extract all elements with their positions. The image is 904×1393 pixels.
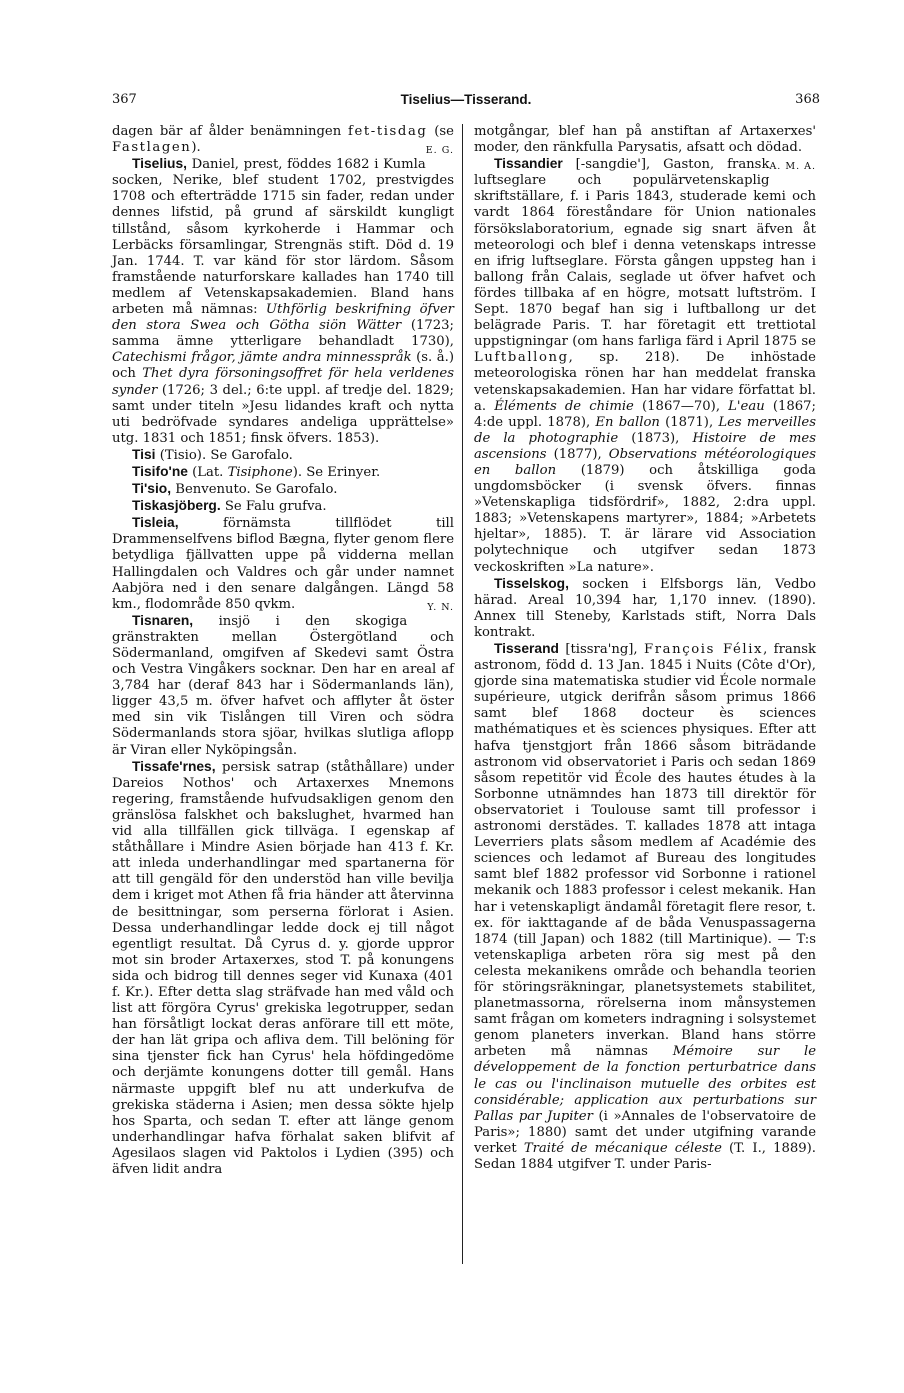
headword: Ti'sio, — [132, 481, 172, 497]
entry-tiselius: Tiselius, Daniel, prest, föddes 1682 i Kumla socken, Nerike, blef student 1702, prestvigdes 1708 och efterträdde 1715 sin fader, redan under dennes lifstid, på grund af särskildt kungligt tillstånd, såsom kyrkoherde i Hammar och Lerbäcks församlingar, Strengnäs stift. Död d. 19 Jan. 1744. T. var känd för stor lärdom. Såsom framstående naturforskare kallades han 1740 till medlem af Vetenskapsakademien. Bland hans arbeten må nämnas: Uthförlig beskrifning öfver den stora Swea och Götha siön Wätter (1723; samma ämne ytterligare behandladt 1730), Catechismi frågor, jämte andra minnesspråk (s. å.) och Thet dyra försoningsoffret för hela verldenes synder (1726; 3 del.; 6:te uppl. af tredje del. 1829; samt under titeln »Jesu lidandes kraft och nytta uti bedröfvade syndares andeliga upprättelse» utg. 1831 och 1851; finsk öfvers. 1853). — [112, 156, 454, 446]
author-signature: E. G. — [425, 145, 454, 157]
left-column — [112, 124, 454, 1178]
headword: Tisnaren, — [132, 612, 194, 628]
entry-tisifone: Tisifo'ne (Lat. Tisiphone). Se Erinyer. — [132, 463, 381, 480]
headword: Tiselius, — [132, 156, 187, 172]
running-title: Tiselius—Tisserand. — [400, 92, 532, 107]
entry-tisnaren: Tisnaren, insjö i den skogiga gränstrakten mellan Östergötland och Södermanland, omgifven af Skedevi samt Östra och Vestra Vingåkers socknar. Den har en areal af 3,784 har (deraf 843 har i Södermanlands län), ligger 43,5 m. öfver hafvet och afflyter åt öster med sin vik Tislången till Viren och södra Södermanlands stora sjöar, hvilkas slutliga aflopp är Viran eller Nyköpingsån. — [112, 612, 454, 758]
headword: Tissandier — [494, 156, 563, 172]
headword: Tisserand — [494, 641, 559, 656]
entry-tissafernes: Tissafe'rnes, persisk satrap (ståthållare) under Dareios Nothos' och Artaxerxes Mnemons regering, framstående hufvudsakligen genom den gränslösa falskhet och bakslughet, hvarmed han vid alla tillfällen gick tillväga. I egenskap af ståthållare i Mindre Asien började han 413 f. Kr. att inleda underhandlingar med spartanerna för att till gengäld för den understöd han ville bevilja dem i kriget mot Athen få fria händer att återvinna de besittningar, som perserna förlorat i Asien. Dessa underhandlingar ledde dock ej till något egentligt resultat. Då Cyrus d. y. gjorde uppror mot sin broder Artaxerxes, stod T. på konungens sida och bidrog till dennes seger vid Kunaxa (401 f. Kr.). Efter detta slag sträfvade han med våld och list att förgöra Cyrus' grekiska legotrupper, sedan han försåtligt lockat deras anförare till ett möte, der han lät gripa och afliva dem. Till belöning för sina tjenster fick han Cyrus' hela höfdingedöme och derjämte konungens dotter till gemål. Hans närmaste uppgift blef nu att underkufva de grekiska städerna i Asien; men dessa sökte hjelp hos Sparta, och sedan T. efter att länge genom underhandlingar hafva förhalat saken blifvit af Agesilaos slagen vid Paktolos i Lydien (395) och äfven lidit andra — [112, 758, 454, 1177]
headword: Tisleia, — [132, 515, 179, 531]
entry-fastlagen-continuation: dagen bär af ålder benämningen fet-tisdag (se Fastlagen). E. G. — [112, 124, 454, 156]
entry-tisselskog: Tisselskog, socken i Elfsborgs län, Vedbo härad. Areal 10,394 har, 1,170 innev. (1890). Annex till Steneby, Karlstads stift, Norra Dals kontrakt. — [474, 575, 816, 640]
right-column — [474, 124, 816, 1173]
author-signature: Y. N. — [427, 601, 454, 613]
headword: Tisifo'ne — [132, 463, 188, 479]
headword: Tisselskog, — [494, 575, 569, 591]
author-signature: A. M. A. — [769, 161, 816, 173]
headword: Tisi — [132, 446, 156, 462]
entry-tissandier: Tissandier [-sangdie'], Gaston, fransk luftseglare och populärvetenskaplig skriftställare, f. i Paris 1843, studerade kemi och vardt 1864 föreståndare för Union nationales försökslaboratorium, egnade sig snart äfven åt meteorologi och blef i denna vetenskaps intresse en ifrig luftseglare. Första gången uppsteg han i ballong från Calais, seglade ut öfver hafvet och fördes tillbaka af en högre, motsatt luftström. I Sept. 1870 begaf han sig i luftballong ur det belägrade Paris. T. har företagit ett trettiotal uppstigningar (om hans farliga färd i April 1875 se Luftballong, sp. 218). De inhöstade meteorologiska rönen har han meddelat franska vetenskapsakademien. Han har vidare författat bl. a. Éléments de chimie (1867—70), L'eau (1867; 4:de uppl. 1878), En ballon (1871), Les merveilles de la photographie (1873), Histoire de mes ascensions (1877), Observations météorologiques en ballon (1879) och åtskilliga goda ungdomsböcker (i svensk öfvers. finnas »Vetenskapliga tidsfördrif», 1882, 2:dra uppl. 1883; »Vetenskapens martyrer», 1884; »Arbetets hjeltar», 1885). T. är lärare vid Association polytechnique och utgifver sedan 1873 veckoskriften »La nature». — [474, 156, 817, 575]
entry-tisleia: Tisleia, förnämsta tillflödet till Drammenselfvens biflod Bægna, flyter genom flere betydliga fjällvatten uppe på vidderna mellan Hallingdalen och Valdres och går under namnet Aabjöra ned i den senare dalgången. Längd 58 km., flodområde 850 qvkm. Y. N. — [112, 515, 454, 613]
entry-tisi: Tisi (Tisio). Se Garofalo. — [132, 446, 293, 463]
page-header — [112, 92, 820, 112]
entry-tiskasjoberg: Tiskasjöberg. Se Falu grufva. — [132, 498, 327, 515]
column-divider — [462, 124, 463, 1264]
entry-tisio: Ti'sio, Benvenuto. Se Garofalo. — [132, 481, 338, 498]
page-number-left: 367 — [112, 92, 137, 107]
page-number-right: 368 — [795, 92, 820, 107]
entry-tisserand: Tisserand [tissra'ng], François Félix, fransk astronom, född d. 13 Jan. 1845 i Nuits (Côte d'Or), gjorde sina matematiska studier vid École normale supérieure, utgick derifrån såsom primus 1866 samt blef 1868 docteur ès sciences mathématiques et ès sciences physiques. Efter att hafva tjenstgjort från 1866 såsom biträdande astronom vid observatoriet i Paris och sedan 1869 såsom repetitör vid École des hautes études à la Sorbonne utnämndes han 1873 till direktör för observatoriet i Toulouse samt till professor i astronomi derstädes. T. kallades 1878 att intaga Leverriers plats såsom medlem af Académie des sciences och ledamot af Bureau des longitudes samt blef 1882 professor vid Sorbonne i rationel mekanik och 1883 professor i celest mekanik. Han har i vetenskapligt ändamål företagit flere resor, t. ex. för iakttagande af de båda Venuspassagerna 1874 (till Japan) och 1882 (till Martinique). — T:s vetenskapliga arbeten röra sig mest på den celesta mekanikens område och behandla teorien för störingsräkningar, planetsystemets stabilitet, planetmassorna, rörelserna inom månsystemen samt frågan om kometers indragning i solsystemet genom planeters inverkan. Bland hans större arbeten må nämnas Mémoire sur le développement de la fonction perturbatrice dans le cas ou l'inclinaison mutuelle des orbites est considérable; application aux perturbations sur Pallas par Jupiter (i »Annales de l'observatoire de Paris»; 1880) samt det under utgifning varande verket Traité de mécanique céleste (T. I., 1889). Sedan 1884 utgifver T. under Paris- — [474, 641, 817, 1172]
headword: Tiskasjöberg. — [132, 498, 221, 514]
headword: Tissafe'rnes, — [132, 758, 216, 774]
entry-tissafernes-continuation: motgångar, blef han på anstiftan af Artaxerxes' moder, den ränkfulla Parysatis, afsatt och dödad. A. M. A. — [474, 124, 816, 156]
